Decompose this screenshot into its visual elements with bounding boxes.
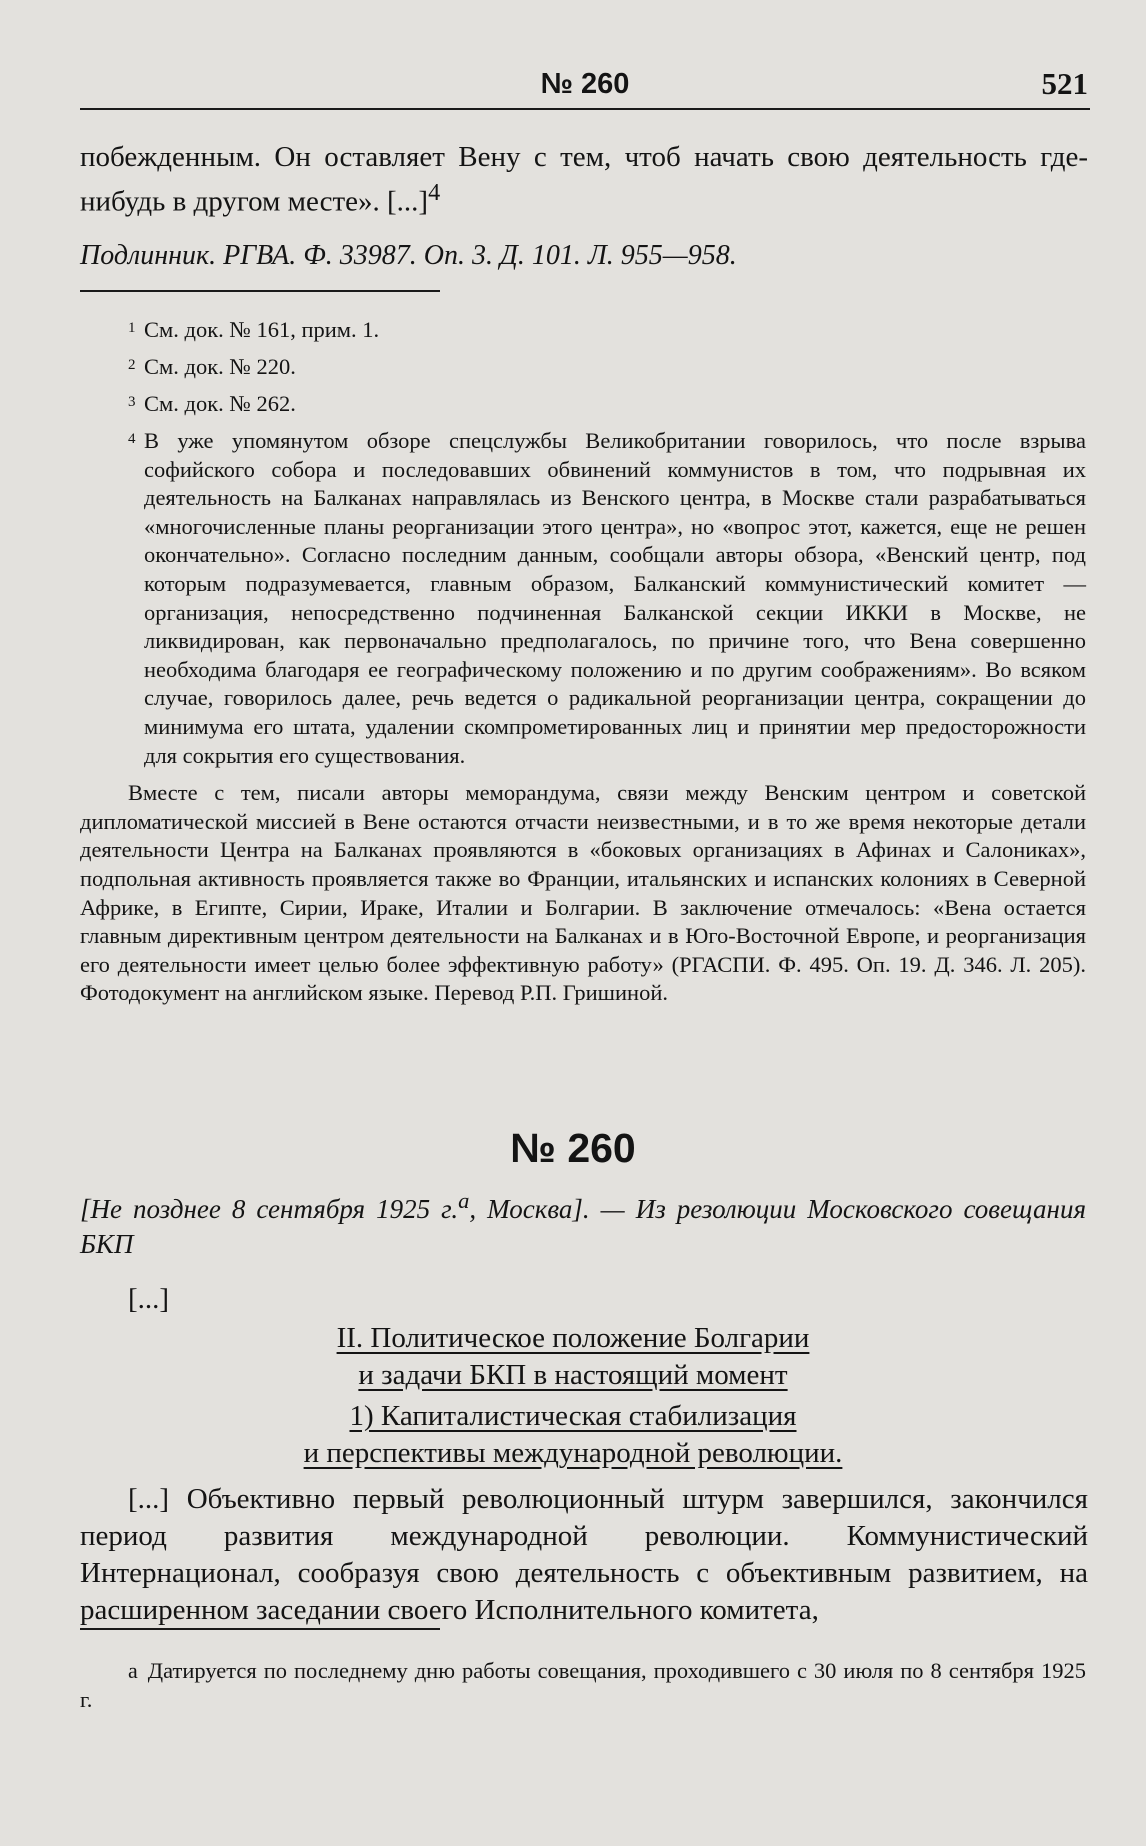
section-heading	[0, 1320, 1146, 1394]
footnote-a-label: а	[128, 1658, 138, 1683]
section-heading-line-2: и задачи БКП в настоящий момент	[358, 1359, 788, 1391]
page-number: 521	[1041, 66, 1088, 101]
footnote-1	[80, 316, 1086, 345]
main-paragraph: [...] Объективно первый революционный штурм завершился, закончился период развития международной революции. Коммунистический Интернационал, сообразуя свою деятельность с объективным развитием, на расширенном заседании своего Исполнительного комитета,	[80, 1483, 1088, 1626]
subsection-heading-line-1: 1) Капиталистическая стабилизация	[349, 1400, 797, 1432]
footnote-4-number: 4	[128, 431, 136, 447]
date-line-start: [Не позднее 8 сентября 1925 г.	[80, 1194, 459, 1224]
footnote-a-text: Датируется по последнему дню работы совещания, проходившего с 30 июля по 8 сентября 1925 г.	[80, 1658, 1086, 1712]
section-heading-line-1: II. Политическое положение Болгарии	[336, 1322, 810, 1354]
footnote-3-number: 3	[128, 394, 136, 410]
top-paragraph	[80, 139, 1088, 220]
footnote-3-text: См. док. № 262.	[144, 391, 296, 416]
footnote-2-text: См. док. № 220.	[144, 354, 296, 379]
footnote-3	[80, 390, 1086, 419]
source-line: Подлинник. РГВА. Ф. 33987. Оп. 3. Д. 101. Л. 955—958.	[80, 240, 737, 271]
subsection-heading-line-2: и перспективы международной революции.	[303, 1437, 843, 1469]
footnote-4	[80, 427, 1086, 1008]
footnote-4-paragraph-1: В уже упомянутом обзоре спецслужбы Великобритании говорилось, что после взрыва софийского собора и последовавших обвинений коммунистов в том, что подрывная их деятельность на Балканах направлялась из Венского центра, в Москве стали разрабатываться «многочисленные планы реорганизации этого центра», но «вопрос этот, кажется, еще не решен окончательно». Согласно последним данным, сообщали авторы обзора, «Венский центр, под которым подразумевается, главным образом, Балканский коммунистический комитет — организация, непосредственно подчиненная Балканской секции ИККИ в Москве, не ликвидирован, как первоначально предполагалось, по причине того, что Вена совершенно необходима благодаря ее географическому положению и по другим соображениям». Во всяком случае, говорилось далее, речь ведется о радикальной реорганизации центра, сокращении до минимума его штата, удалении скомпрометированных лиц и принятии мер предосторожности для сокрытия его существования.	[144, 428, 1086, 768]
footnote-divider	[80, 290, 440, 292]
top-paragraph-text: побежденным. Он оставляет Вену с тем, чтоб начать свою деятельность где-нибудь в другом месте». [...]	[80, 141, 1088, 218]
header-doc-number: № 260	[540, 68, 630, 100]
footnote-4-paragraph-2: Вместе с тем, писали авторы меморандума, связи между Венским центром и советской дипломатической миссией в Вене остаются отчасти неизвестными, и в то же время некоторые детали деятельности Центра на Балканах проявляются в «боковых организациях в Афинах и Салониках», подпольная активность проявляется также во Франции, итальянских и испанских колониях в Северной Африке, в Египте, Сирии, Ираке, Италии и Болгарии. В заключение отмечалось: «Вена остается главным директивным центром деятельности на Балканах и в Юго-Восточной Европе, и реорганизация его деятельности имеет целью более эффективную работу» (РГАСПИ. Ф. 495. Оп. 19. Д. 346. Л. 205). Фотодокумент на английском языке. Перевод Р.П. Гришиной.	[80, 780, 1086, 1006]
footnote-1-number: 1	[128, 320, 136, 336]
document-date-line	[80, 1183, 1086, 1262]
footnote-ref-4: 4	[428, 179, 441, 206]
subsection-heading	[0, 1398, 1146, 1472]
running-header	[80, 62, 1090, 110]
footnote-1-text: См. док. № 161, прим. 1.	[144, 317, 380, 342]
date-line-end: , Москва]. — Из резолюции Московского совещания БКП	[80, 1194, 1086, 1259]
footnote-a	[80, 1656, 1086, 1714]
footnote-ref-a: а	[458, 1188, 470, 1213]
footnote-2-number: 2	[128, 357, 136, 373]
document-title: № 260	[510, 1125, 636, 1171]
footnote-2	[80, 353, 1086, 382]
omission-ellipsis: [...]	[128, 1283, 170, 1315]
footnote-divider-bottom	[80, 1628, 440, 1630]
